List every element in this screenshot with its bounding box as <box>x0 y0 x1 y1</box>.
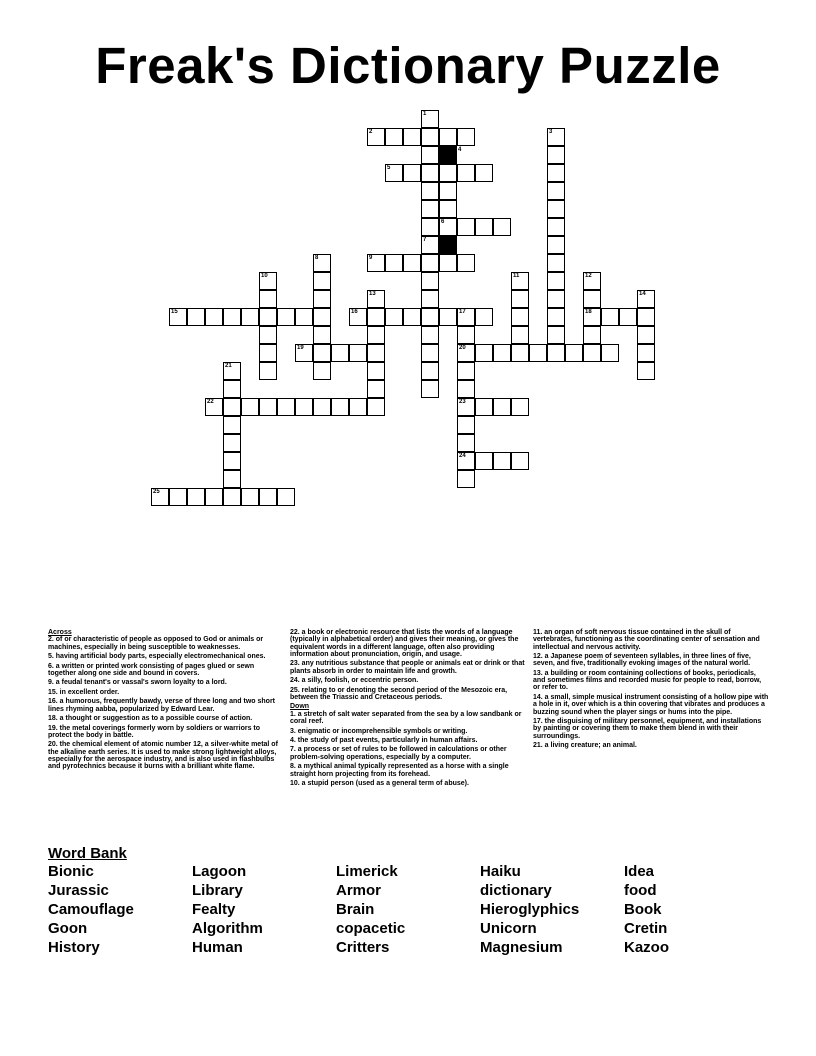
grid-cell[interactable] <box>403 128 421 146</box>
word-bank-word: Kazoo <box>624 939 669 956</box>
word-bank-word: Armor <box>336 882 382 899</box>
word-bank-word: Book <box>624 901 662 918</box>
clues-column-2 <box>290 629 526 790</box>
grid-cell[interactable] <box>421 380 439 398</box>
grid-cell[interactable] <box>403 164 421 182</box>
word-bank-heading: Word Bank <box>48 845 127 862</box>
grid-cell[interactable] <box>331 398 349 416</box>
word-bank-column <box>624 862 669 957</box>
grid-cell[interactable] <box>259 344 277 362</box>
grid-cell[interactable] <box>457 434 475 452</box>
grid-cell[interactable] <box>583 344 601 362</box>
clue-number: 10 <box>261 273 268 279</box>
grid-cell[interactable] <box>475 398 493 416</box>
clue-number: 15 <box>171 309 178 315</box>
clue-number: 16 <box>351 309 358 315</box>
grid-cell[interactable] <box>511 398 529 416</box>
grid-cell[interactable] <box>259 308 277 326</box>
grid-cell[interactable] <box>457 416 475 434</box>
grid-cell[interactable] <box>187 308 205 326</box>
clue-number: 8 <box>315 255 319 261</box>
clue-down: 1. a stretch of salt water separated from the sea by a low sandbank or coral reef. <box>290 710 522 726</box>
grid-cell[interactable] <box>547 308 565 326</box>
clue-number: 22 <box>207 399 214 405</box>
grid-cell[interactable] <box>421 308 439 326</box>
grid-cell[interactable] <box>475 164 493 182</box>
grid-cell[interactable] <box>565 344 583 362</box>
word-bank-column <box>336 862 405 957</box>
clue-number: 6 <box>441 219 445 225</box>
grid-cell[interactable] <box>439 164 457 182</box>
grid-cell[interactable] <box>421 362 439 380</box>
grid-cell[interactable] <box>367 398 385 416</box>
grid-cell[interactable] <box>223 398 241 416</box>
grid-cell[interactable] <box>385 308 403 326</box>
clue-down: 4. the study of past events, particularly in human affairs. <box>290 736 478 744</box>
grid-cell[interactable] <box>277 308 295 326</box>
grid-cell[interactable] <box>457 218 475 236</box>
grid-cell[interactable] <box>457 254 475 272</box>
clue-down: 3. enigmatic or incomprehensible symbols or writing. <box>290 727 468 735</box>
grid-cell[interactable] <box>493 344 511 362</box>
word-bank-word: Haiku <box>480 863 521 880</box>
grid-cell[interactable] <box>547 254 565 272</box>
grid-cell[interactable] <box>241 398 259 416</box>
clue-number: 13 <box>369 291 376 297</box>
grid-cell[interactable] <box>277 398 295 416</box>
grid-cell[interactable] <box>457 128 475 146</box>
grid-cell[interactable] <box>313 290 331 308</box>
grid-cell[interactable] <box>421 290 439 308</box>
clue-across: 18. a thought or suggestion as to a possible course of action. <box>48 715 253 723</box>
clue-down: 13. a building or room containing collections of books, periodicals, and sometimes films and recorded music for people to read, borrow, or refer to. <box>533 669 762 692</box>
grid-cell[interactable] <box>205 488 223 506</box>
grid-cell[interactable] <box>637 326 655 344</box>
clue-number: 20 <box>459 345 466 351</box>
grid-cell[interactable] <box>367 380 385 398</box>
clues-column-1 <box>48 629 284 773</box>
grid-cell[interactable] <box>313 398 331 416</box>
page-title: Freak's Dictionary Puzzle <box>95 37 721 94</box>
word-bank-word: Fealty <box>192 901 236 918</box>
grid-cell[interactable] <box>349 344 367 362</box>
grid-cell[interactable] <box>619 308 637 326</box>
word-bank-word: food <box>624 882 657 899</box>
grid-cell[interactable] <box>259 326 277 344</box>
word-bank-column <box>48 862 134 957</box>
grid-cell[interactable] <box>475 218 493 236</box>
clue-down: 10. a stupid person (used as a general term of abuse). <box>290 780 469 788</box>
grid-cell[interactable] <box>421 344 439 362</box>
clue-number: 1 <box>423 111 427 117</box>
grid-cell[interactable] <box>313 362 331 380</box>
clue-across: 20. the chemical element of atomic number 12, a silver-white metal of the alkaline earth series. It is used to make strong lightweight alloys, especially for the aerospace industry, and is also used in flashbulbs and pyrotechnics because it burns with a brilliant white flame. <box>48 741 278 771</box>
word-bank-column <box>480 862 579 957</box>
word-bank-word: Hieroglyphics <box>480 901 580 918</box>
grid-cell[interactable] <box>637 344 655 362</box>
grid-cell[interactable] <box>223 434 241 452</box>
grid-cell[interactable] <box>421 164 439 182</box>
clue-number: 4 <box>458 147 462 153</box>
grid-cell[interactable] <box>205 308 223 326</box>
grid-cell[interactable] <box>457 380 475 398</box>
grid-cell[interactable] <box>547 200 565 218</box>
grid-cell[interactable] <box>331 344 349 362</box>
word-bank-word: Lagoon <box>192 863 247 880</box>
word-bank-word: Library <box>192 882 243 899</box>
clue-number: 11 <box>513 273 520 279</box>
grid-cell[interactable] <box>295 398 313 416</box>
word-bank-word: Limerick <box>336 863 398 880</box>
grid-cell[interactable] <box>421 272 439 290</box>
grid-cell[interactable] <box>547 236 565 254</box>
grid-cell[interactable] <box>223 488 241 506</box>
grid-cell[interactable] <box>403 308 421 326</box>
grid-cell[interactable] <box>637 362 655 380</box>
grid-cell[interactable] <box>547 272 565 290</box>
grid-cell[interactable] <box>457 362 475 380</box>
grid-cell[interactable] <box>439 254 457 272</box>
grid-cell[interactable] <box>511 326 529 344</box>
grid-cell[interactable] <box>439 308 457 326</box>
word-bank-word: Goon <box>48 920 88 937</box>
grid-cell[interactable] <box>277 488 295 506</box>
clue-down: 11. an organ of soft nervous tissue contained in the skull of vertebrates, functioning as the coordinating center of sensation and intellectual and nervous activity. <box>533 629 760 651</box>
word-bank-word: Magnesium <box>480 939 563 956</box>
grid-cell[interactable] <box>367 308 385 326</box>
grid-cell[interactable] <box>187 488 205 506</box>
down-heading: Down <box>290 703 310 711</box>
grid-cell[interactable] <box>493 452 511 470</box>
clue-down: 12. a Japanese poem of seventeen syllables, in three lines of five, seven, and five, traditionally evoking images of the natural world. <box>533 653 751 668</box>
grid-cell[interactable] <box>259 290 277 308</box>
clue-across: 2. of or characteristic of people as opposed to God or animals or machines, especially in being susceptible to weaknesses. <box>48 636 264 651</box>
grid-cell[interactable] <box>601 308 619 326</box>
grid-cell[interactable] <box>511 308 529 326</box>
grid-cell-black <box>439 236 457 254</box>
grid-cell-black <box>439 146 457 164</box>
clue-across: 24. a silly, foolish, or eccentric person. <box>290 677 419 685</box>
grid-cell[interactable] <box>385 128 403 146</box>
word-bank-word: Human <box>192 939 243 956</box>
word-bank-word: copacetic <box>336 920 406 937</box>
clue-number: 17 <box>459 309 466 315</box>
clue-across: 9. a feudal tenant's or vassal's sworn loyalty to a lord. <box>48 679 227 687</box>
grid-cell[interactable] <box>385 254 403 272</box>
clue-across: 22. a book or electronic resource that lists the words of a language (typically in alphabetical order) and gives their meaning, or gives the equivalent words in a different language, often also providing information about pronunciation, origin, and usage. <box>290 629 519 658</box>
word-bank-word: Jurassic <box>48 882 109 899</box>
grid-cell[interactable] <box>547 164 565 182</box>
clue-number: 7 <box>423 237 427 243</box>
grid-cell[interactable] <box>529 344 547 362</box>
grid-cell[interactable] <box>313 326 331 344</box>
clue-number: 23 <box>459 399 466 405</box>
grid-cell[interactable] <box>421 182 439 200</box>
grid-cell[interactable] <box>223 452 241 470</box>
clue-down: 21. a living creature; an animal. <box>533 742 637 750</box>
word-bank-word: dictionary <box>480 882 552 899</box>
grid-cell[interactable] <box>223 416 241 434</box>
grid-cell[interactable] <box>547 326 565 344</box>
grid-cell[interactable] <box>259 362 277 380</box>
grid-cell[interactable] <box>511 452 529 470</box>
grid-cell[interactable] <box>313 344 331 362</box>
grid-cell[interactable] <box>367 326 385 344</box>
clue-number: 9 <box>369 255 373 261</box>
clue-across: 15. in excellent order. <box>48 688 120 696</box>
grid-cell[interactable] <box>223 380 241 398</box>
word-bank-word: Critters <box>336 939 390 956</box>
grid-cell[interactable] <box>421 146 439 164</box>
grid-cell[interactable] <box>421 326 439 344</box>
grid-cell[interactable] <box>421 254 439 272</box>
grid-cell[interactable] <box>511 344 529 362</box>
clue-number: 3 <box>549 129 553 135</box>
word-bank-column <box>192 862 263 957</box>
clue-number: 19 <box>297 345 304 351</box>
grid-cell[interactable] <box>349 398 367 416</box>
grid-cell[interactable] <box>439 200 457 218</box>
grid-cell[interactable] <box>457 164 475 182</box>
clue-down: 8. a mythical animal typically represented as a horse with a single straight horn projecting from its forehead. <box>290 763 509 778</box>
grid-cell[interactable] <box>547 218 565 236</box>
clues-column-3 <box>533 629 769 752</box>
clue-number: 5 <box>387 165 391 171</box>
grid-cell[interactable] <box>601 344 619 362</box>
grid-cell[interactable] <box>475 308 493 326</box>
grid-cell[interactable] <box>493 398 511 416</box>
word-bank-word: Unicorn <box>480 920 537 937</box>
across-heading: Across <box>48 629 72 636</box>
clue-number: 14 <box>639 291 646 297</box>
grid-cell[interactable] <box>367 344 385 362</box>
clue-number: 18 <box>585 309 592 315</box>
grid-cell[interactable] <box>637 308 655 326</box>
clue-number: 25 <box>153 489 160 495</box>
clue-across: 19. the metal coverings formerly worn by soldiers or warriors to protect the body in battle. <box>48 724 261 739</box>
grid-cell[interactable] <box>259 488 277 506</box>
grid-cell[interactable] <box>511 290 529 308</box>
grid-cell[interactable] <box>367 362 385 380</box>
grid-cell[interactable] <box>241 488 259 506</box>
grid-cell[interactable] <box>421 200 439 218</box>
clue-number: 2 <box>369 129 373 135</box>
grid-cell[interactable] <box>439 128 457 146</box>
grid-cell[interactable] <box>169 488 187 506</box>
clue-across: 6. a written or printed work consisting of pages glued or sewn together along one side and bound in covers. <box>48 662 255 677</box>
word-bank-word: Bionic <box>48 863 94 880</box>
grid-cell[interactable] <box>493 218 511 236</box>
grid-cell[interactable] <box>421 218 439 236</box>
grid-cell[interactable] <box>547 146 565 164</box>
clue-number: 21 <box>225 363 232 369</box>
grid-cell[interactable] <box>313 272 331 290</box>
clue-across: 23. any nutritious substance that people or animals eat or drink or that plants absorb in order to maintain life and growth. <box>290 660 525 675</box>
grid-cell[interactable] <box>223 470 241 488</box>
clue-down: 17. the disguising of military personnel, equipment, and installations by painting or covering them to make them blend in with their surroundings. <box>533 718 762 740</box>
grid-cell[interactable] <box>583 326 601 344</box>
grid-cell[interactable] <box>547 182 565 200</box>
word-bank-word: Cretin <box>624 920 668 937</box>
grid-cell[interactable] <box>439 182 457 200</box>
clue-across: 16. a humorous, frequently bawdy, verse of three long and two short lines rhyming aabba, popularized by Edward Lear. <box>48 698 276 713</box>
grid-cell[interactable] <box>547 290 565 308</box>
grid-cell[interactable] <box>259 398 277 416</box>
grid-cell[interactable] <box>475 344 493 362</box>
grid-cell[interactable] <box>583 290 601 308</box>
clue-across: 5. having artificial body parts, especially electromechanical ones. <box>48 653 266 661</box>
grid-cell[interactable] <box>457 326 475 344</box>
grid-cell[interactable] <box>223 308 241 326</box>
grid-cell[interactable] <box>475 452 493 470</box>
word-bank-word: Brain <box>336 901 375 918</box>
clue-across: 25. relating to or denoting the second period of the Mesozoic era, between the Triassic and Cretaceous periods. <box>290 686 508 701</box>
word-bank-word: History <box>48 939 100 956</box>
grid-cell[interactable] <box>313 308 331 326</box>
clue-down: 14. a small, simple musical instrument consisting of a hollow pipe with a hole in it, over which is a thin covering that vibrates and produces a buzzing sound when the player sings or hums into the pipe. <box>533 693 769 716</box>
grid-cell[interactable] <box>457 470 475 488</box>
word-bank-word: Idea <box>624 863 655 880</box>
grid-cell[interactable] <box>421 128 439 146</box>
grid-cell[interactable] <box>295 308 313 326</box>
grid-cell[interactable] <box>547 344 565 362</box>
word-bank-word: Camouflage <box>48 901 134 918</box>
grid-cell[interactable] <box>403 254 421 272</box>
clue-down: 7. a process or set of rules to be followed in calculations or other problem-solving operations, especially by a computer. <box>290 746 507 761</box>
clue-number: 24 <box>459 453 466 459</box>
clue-number: 12 <box>585 273 592 279</box>
grid-cell[interactable] <box>241 308 259 326</box>
word-bank-word: Algorithm <box>192 920 263 937</box>
